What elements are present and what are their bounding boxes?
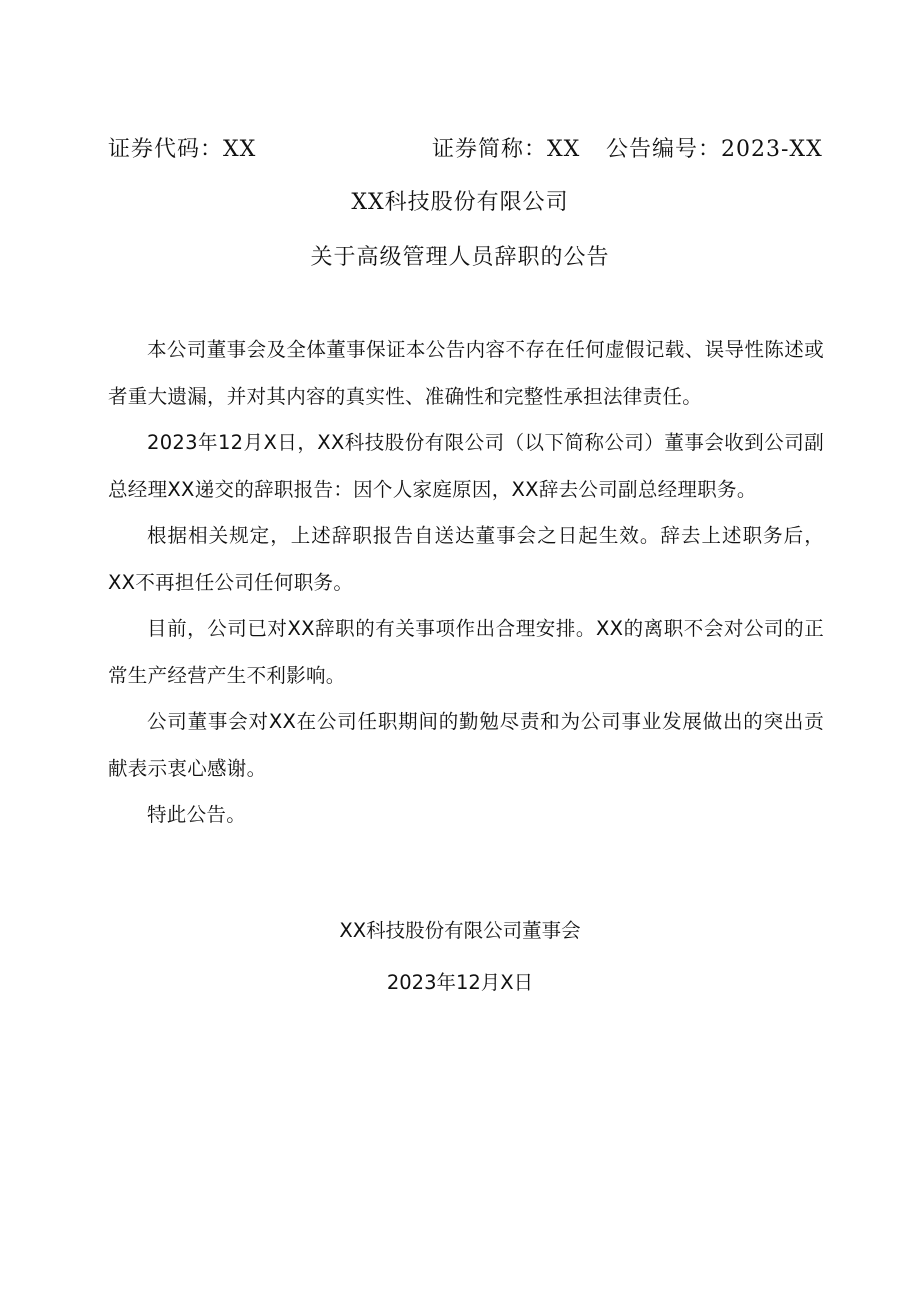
notice-number: 公告编号：2023-XX <box>606 137 823 162</box>
body-paragraph: 目前，公司已对XX辞职的有关事项作出合理安排。XX的离职不会对公司的正常生产经营产生不利影响。 <box>108 617 824 687</box>
stock-abbreviation: 证券简称：XX <box>432 137 581 162</box>
body-paragraph: 根据相关规定，上述辞职报告自送达董事会之日起生效。辞去上述职务后，XX不再担任公司任何职务。 <box>108 524 824 594</box>
company-title: XX科技股份有限公司 <box>351 190 569 215</box>
body-paragraph: 2023年12月X日，XX科技股份有限公司（以下简称公司）董事会收到公司副总经理XX递交的辞职报告：因个人家庭原因，XX辞去公司副总经理职务。 <box>108 431 824 501</box>
signature-date: 2023年12月X日 <box>386 971 534 994</box>
body-paragraph: 公司董事会对XX在公司任职期间的勤勉尽责和为公司事业发展做出的突出贡献表示衷心感谢。 <box>108 710 824 780</box>
signature-company: XX科技股份有限公司董事会 <box>339 919 581 942</box>
stock-code: 证券代码：XX <box>108 137 257 162</box>
body-paragraph: 本公司董事会及全体董事保证本公告内容不存在任何虚假记载、误导性陈述或者重大遗漏，并对其内容的真实性、准确性和完整性承担法律责任。 <box>108 338 824 408</box>
closing-line: 特此公告。 <box>147 803 247 826</box>
header-info <box>108 132 823 168</box>
notice-title: 关于高级管理人员辞职的公告 <box>310 245 610 270</box>
announcement-body <box>108 327 824 839</box>
